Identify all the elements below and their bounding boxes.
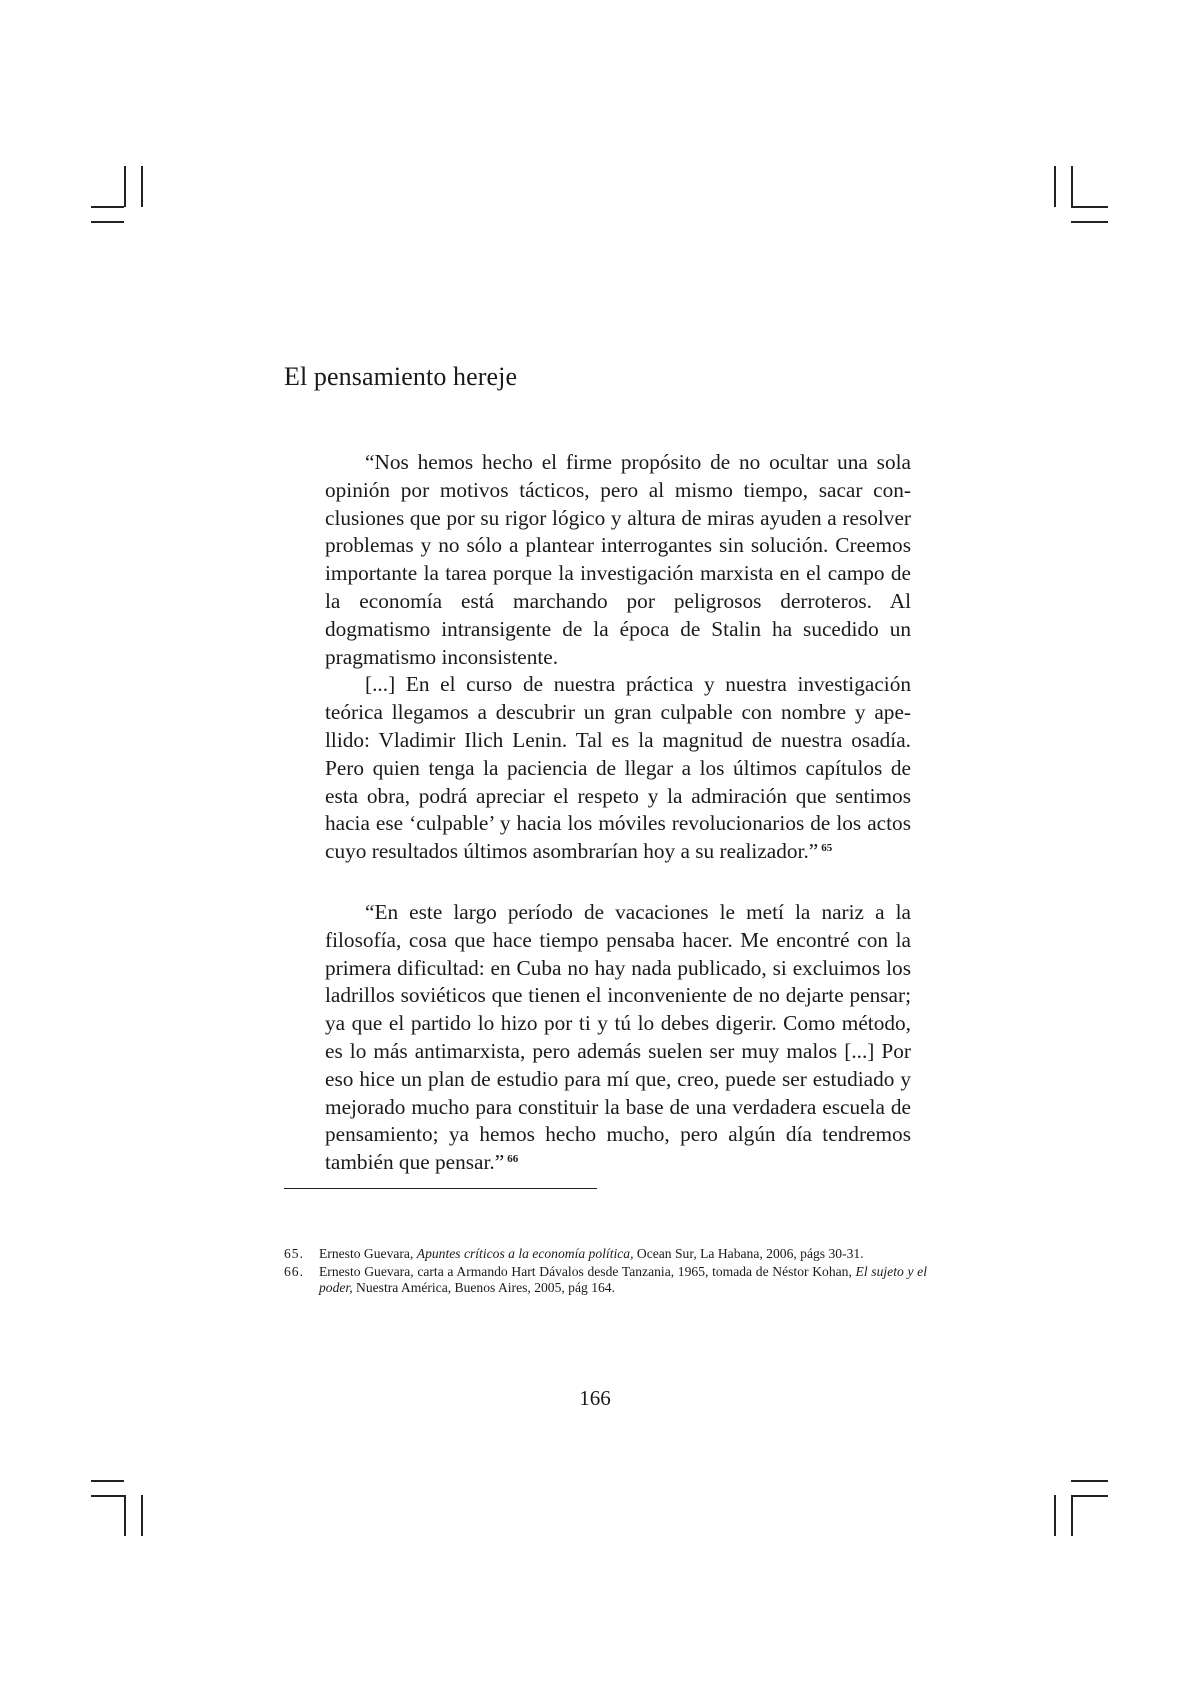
crop-mark-top-left-bleed-vertical bbox=[141, 166, 143, 207]
quote-1-paragraph-2 bbox=[325, 671, 911, 866]
crop-mark-top-right-bleed bbox=[1071, 221, 1108, 223]
crop-mark-bottom-right-vertical bbox=[1071, 1495, 1073, 1536]
crop-mark-bottom-right-bleed bbox=[1071, 1480, 1108, 1482]
footnote-work-title: Apuntes críticos a la economía política, bbox=[416, 1246, 634, 1261]
footnote-separator bbox=[284, 1188, 597, 1189]
quote-1-paragraph-2-text: [...] En el curso de nuestra práctica y nuestra investigación teórica llegamos a descubrir un gran culpable con nombre y apellido: Vladimir Ilich Lenin. Tal es la magnitud de nuestra osadía. Pero quien tenga la paciencia de llegar a los últimos capítulos de esta obra, podrá apreciar el respeto y la admiración que sentimos hacia ese ‘culpable’ y hacia los móviles revolucionarios de los actos cuyo resultados últimos asombrarían hoy a su realizador.” bbox=[325, 672, 911, 864]
crop-mark-top-right-vertical bbox=[1071, 166, 1073, 207]
crop-mark-bottom-right-horizontal bbox=[1071, 1495, 1108, 1497]
quote-block-2 bbox=[325, 899, 911, 1177]
footnote-65 bbox=[284, 1246, 927, 1262]
section-title: El pensamiento hereje bbox=[284, 362, 518, 391]
crop-mark-bottom-left-bleed-vertical bbox=[141, 1495, 143, 1536]
footnote-text-tail: Nuestra América, Buenos Aires, 2005, pág 164. bbox=[352, 1280, 615, 1295]
footnote-work-title: El sujeto y el poder, bbox=[319, 1264, 927, 1295]
crop-mark-bottom-left-bleed bbox=[91, 1480, 124, 1482]
footnote-ref-65: 65 bbox=[821, 842, 833, 855]
crop-mark-top-right-horizontal bbox=[1071, 206, 1108, 208]
page-number: 166 bbox=[579, 1386, 611, 1410]
crop-mark-top-left-bleed bbox=[91, 221, 124, 223]
quote-2-paragraph-1 bbox=[325, 899, 911, 1177]
quote-block-1 bbox=[325, 449, 911, 866]
footnote-text: Ernesto Guevara, carta a Armando Hart Dávalos desde Tanzania, 1965, tomada de Néstor Kohan, bbox=[319, 1264, 856, 1279]
crop-mark-top-left-horizontal bbox=[91, 206, 124, 208]
footnote-66 bbox=[284, 1264, 927, 1296]
quote-2-paragraph-1-text: “En este largo período de vacaciones le metí la nariz a la filosofía, cosa que hace tiempo pensaba hacer. Me encontré con la primera dificultad: en Cuba no hay nada publicado, si excluimos los ladrillos soviéticos que tienen el inconveniente de no dejarte pensar; ya que el partido lo hizo por ti y tú lo debes digerir. Como método, es lo más antimarxista, pero además suelen ser muy malos [...] Por eso hice un plan de estudio para mí que, creo, puede ser estudiado y mejorado mucho para constituir la base de una verdadera escuela de pensamiento; ya hemos hecho mucho, pero algún día tendremos también que pensar.” bbox=[325, 900, 911, 1175]
crop-mark-top-left-vertical bbox=[124, 166, 126, 207]
footnote-number: 66. bbox=[284, 1264, 304, 1279]
crop-mark-top-right-bleed-vertical bbox=[1054, 166, 1056, 207]
quote-1-paragraph-1: “Nos hemos hecho el firme propósito de no ocultar una sola opinión por motivos tácticos, pero al mismo tiempo, sacar conclusiones que por su rigor lógico y altura de miras ayuden a resolver problemas y no sólo a plantear interrogantes sin solución. Creemos importante la tarea porque la investigación marxista en el campo de la economía está marchando por peligrosos derroteros. Al dogmatismo intransigente de la época de Stalin ha sucedido un pragmatismo inconsistente. bbox=[325, 450, 911, 669]
crop-mark-bottom-left-vertical bbox=[124, 1495, 126, 1536]
crop-mark-bottom-right-bleed-vertical bbox=[1054, 1495, 1056, 1536]
footnote-number: 65. bbox=[284, 1246, 304, 1261]
footnote-text: Ernesto Guevara, bbox=[319, 1246, 417, 1261]
footnotes bbox=[284, 1246, 927, 1298]
crop-mark-bottom-left-horizontal bbox=[91, 1495, 124, 1497]
footnote-text-tail: Ocean Sur, La Habana, 2006, págs 30-31. bbox=[633, 1246, 864, 1261]
footnote-ref-66: 66 bbox=[507, 1153, 519, 1166]
